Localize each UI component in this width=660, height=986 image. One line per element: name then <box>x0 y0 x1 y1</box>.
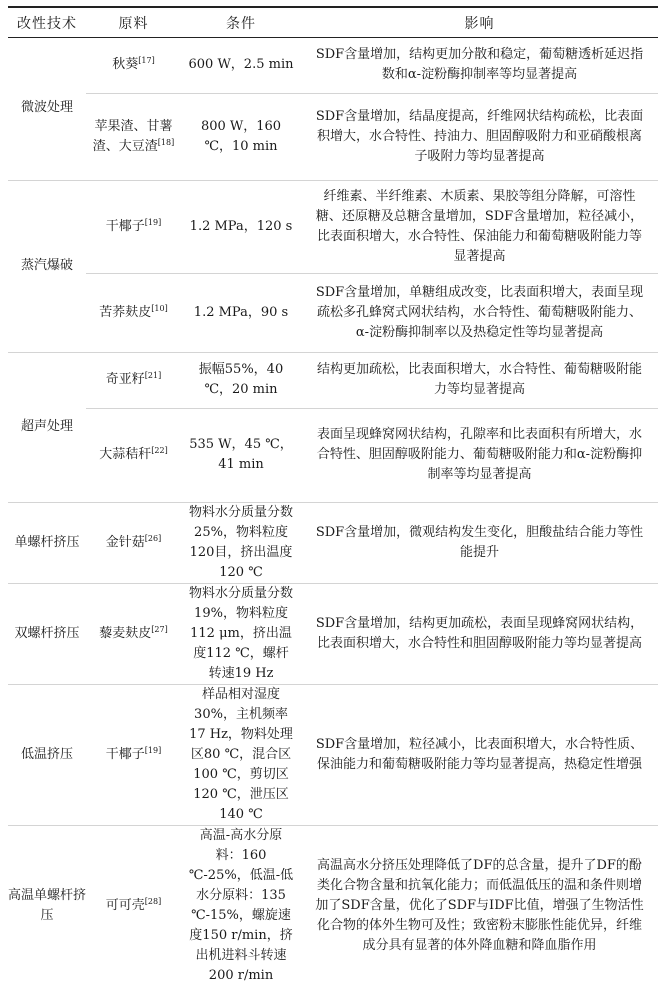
effect-cell: 表面呈现蜂窝网状结构，孔隙率和比表面积有所增大，水合特性、胆固醇吸附能力、葡萄糖吸附能力和α-淀粉酶抑制率等均显著提高 <box>301 408 658 502</box>
conditions-cell: 535 W，45 ℃，41 min <box>181 408 301 502</box>
conditions-cell: 高温-高水分原料：160 ℃-25%，低温-低水分原料：135 ℃-15%，螺旋速度150 r/min，挤出机进料斗转速200 r/min <box>181 825 301 986</box>
conditions-cell: 物料水分质量分数19%，物料粒度112 μm，挤出温度112 ℃，螺杆转速19 Hz <box>181 583 301 684</box>
table-row <box>8 408 658 502</box>
material-cell: 金针菇[26] <box>86 502 181 583</box>
material-cell: 大蒜秸秆[22] <box>86 408 181 502</box>
header-effect: 影响 <box>464 15 495 32</box>
table-row <box>8 352 658 408</box>
table-row <box>8 502 658 583</box>
material-cell: 藜麦麸皮[27] <box>86 583 181 684</box>
material-cell: 可可壳[28] <box>86 825 181 986</box>
header-material: 原料 <box>118 15 149 32</box>
conditions-cell: 振幅55%，40 ℃，20 min <box>181 352 301 408</box>
effect-cell: SDF含量增加，单糖组成改变，比表面积增大，表面呈现疏松多孔蜂窝式网状结构，水合特性、葡萄糖吸附能力、α-淀粉酶抑制率以及热稳定性等均显著提高 <box>301 273 658 352</box>
material-cell: 秋葵[17] <box>112 55 155 72</box>
technique-cell: 高温单螺杆挤压 <box>8 825 86 986</box>
conditions-cell: 样品相对湿度30%，主机频率17 Hz，物料处理区80 ℃，混合区100 ℃，剪切区120 ℃，泄压区140 ℃ <box>181 684 301 825</box>
effect-cell: SDF含量增加，结构更加分散和稳定，葡萄糖透析延迟指数和α-淀粉酶抑制率等均显著提高 <box>315 46 644 82</box>
table-row <box>8 583 658 684</box>
effect-cell: SDF含量增加，微观结构发生变化，胆酸盐结合能力等性能提升 <box>301 502 658 583</box>
material-cell: 干椰子[19] <box>86 684 181 825</box>
table-row <box>8 684 658 825</box>
material-cell: 干椰子[19] <box>86 180 181 273</box>
conditions-cell: 1.2 MPa，90 s <box>181 273 301 352</box>
conditions-cell: 600 W，2.5 min <box>188 56 294 72</box>
technique-cell: 单螺杆挤压 <box>8 502 86 583</box>
table-row <box>8 825 658 986</box>
material-cell: 苦荞麸皮[10] <box>86 273 181 352</box>
technique-cell: 双螺杆挤压 <box>8 583 86 684</box>
conditions-cell: 1.2 MPa，120 s <box>181 180 301 273</box>
header-conditions: 条件 <box>226 15 256 32</box>
effect-cell: SDF含量增加，结晶度提高，纤维网状结构疏松，比表面积增大，水合特性、持油力、胆固醇吸附力和亚硝酸根离子吸附力等均显著提高 <box>301 93 658 180</box>
modification-techniques-table <box>8 8 658 986</box>
effect-cell: SDF含量增加，结构更加疏松，表面呈现蜂窝网状结构，比表面积增大，水合特性和胆固醇吸附能力等均显著提高 <box>301 583 658 684</box>
effect-cell: SDF含量增加，粒径减小，比表面积增大，水合特性质、保油能力和葡萄糖吸附能力等均显著提高，热稳定性增强 <box>301 684 658 825</box>
technique-cell: 微波处理 <box>20 100 73 116</box>
table-row <box>8 93 658 180</box>
conditions-cell: 物料水分质量分数25%，物料粒度120目，挤出温度120 ℃ <box>181 502 301 583</box>
material-cell: 奇亚籽[21] <box>86 352 181 408</box>
table-row <box>8 273 658 352</box>
effect-cell: 结构更加疏松，比表面积增大，水合特性、葡萄糖吸附能力等均显著提高 <box>301 352 658 408</box>
effect-cell: 纤维素、半纤维素、木质素、果胶等组分降解，可溶性糖、还原糖及总糖含量增加，SDF含量增加，粒径减小，比表面积增大，水合特性、保油能力和葡萄糖吸附能力等显著提高 <box>301 180 658 273</box>
material-cell: 苹果渣、甘薯渣、大豆渣[18] <box>86 93 181 180</box>
table-header-row <box>8 8 658 37</box>
table-row <box>8 180 658 273</box>
header-technique: 改性技术 <box>17 15 77 32</box>
technique-cell: 超声处理 <box>8 352 86 502</box>
conditions-cell: 800 W，160 ℃，10 min <box>181 93 301 180</box>
table-row <box>8 37 658 93</box>
effect-cell: 高温高水分挤压处理降低了DF的总含量，提升了DF的酚类化合物含量和抗氧化能力；而低温低压的温和条件则增加了SDF含量，优化了SDF与IDF比值，增强了生物活性化合物的体外生物可及性；致密粉末膨胀性能优异，纤维成分具有显著的体外降血糖和降血脂作用 <box>301 825 658 986</box>
technique-cell: 蒸汽爆破 <box>8 180 86 352</box>
technique-cell: 低温挤压 <box>8 684 86 825</box>
